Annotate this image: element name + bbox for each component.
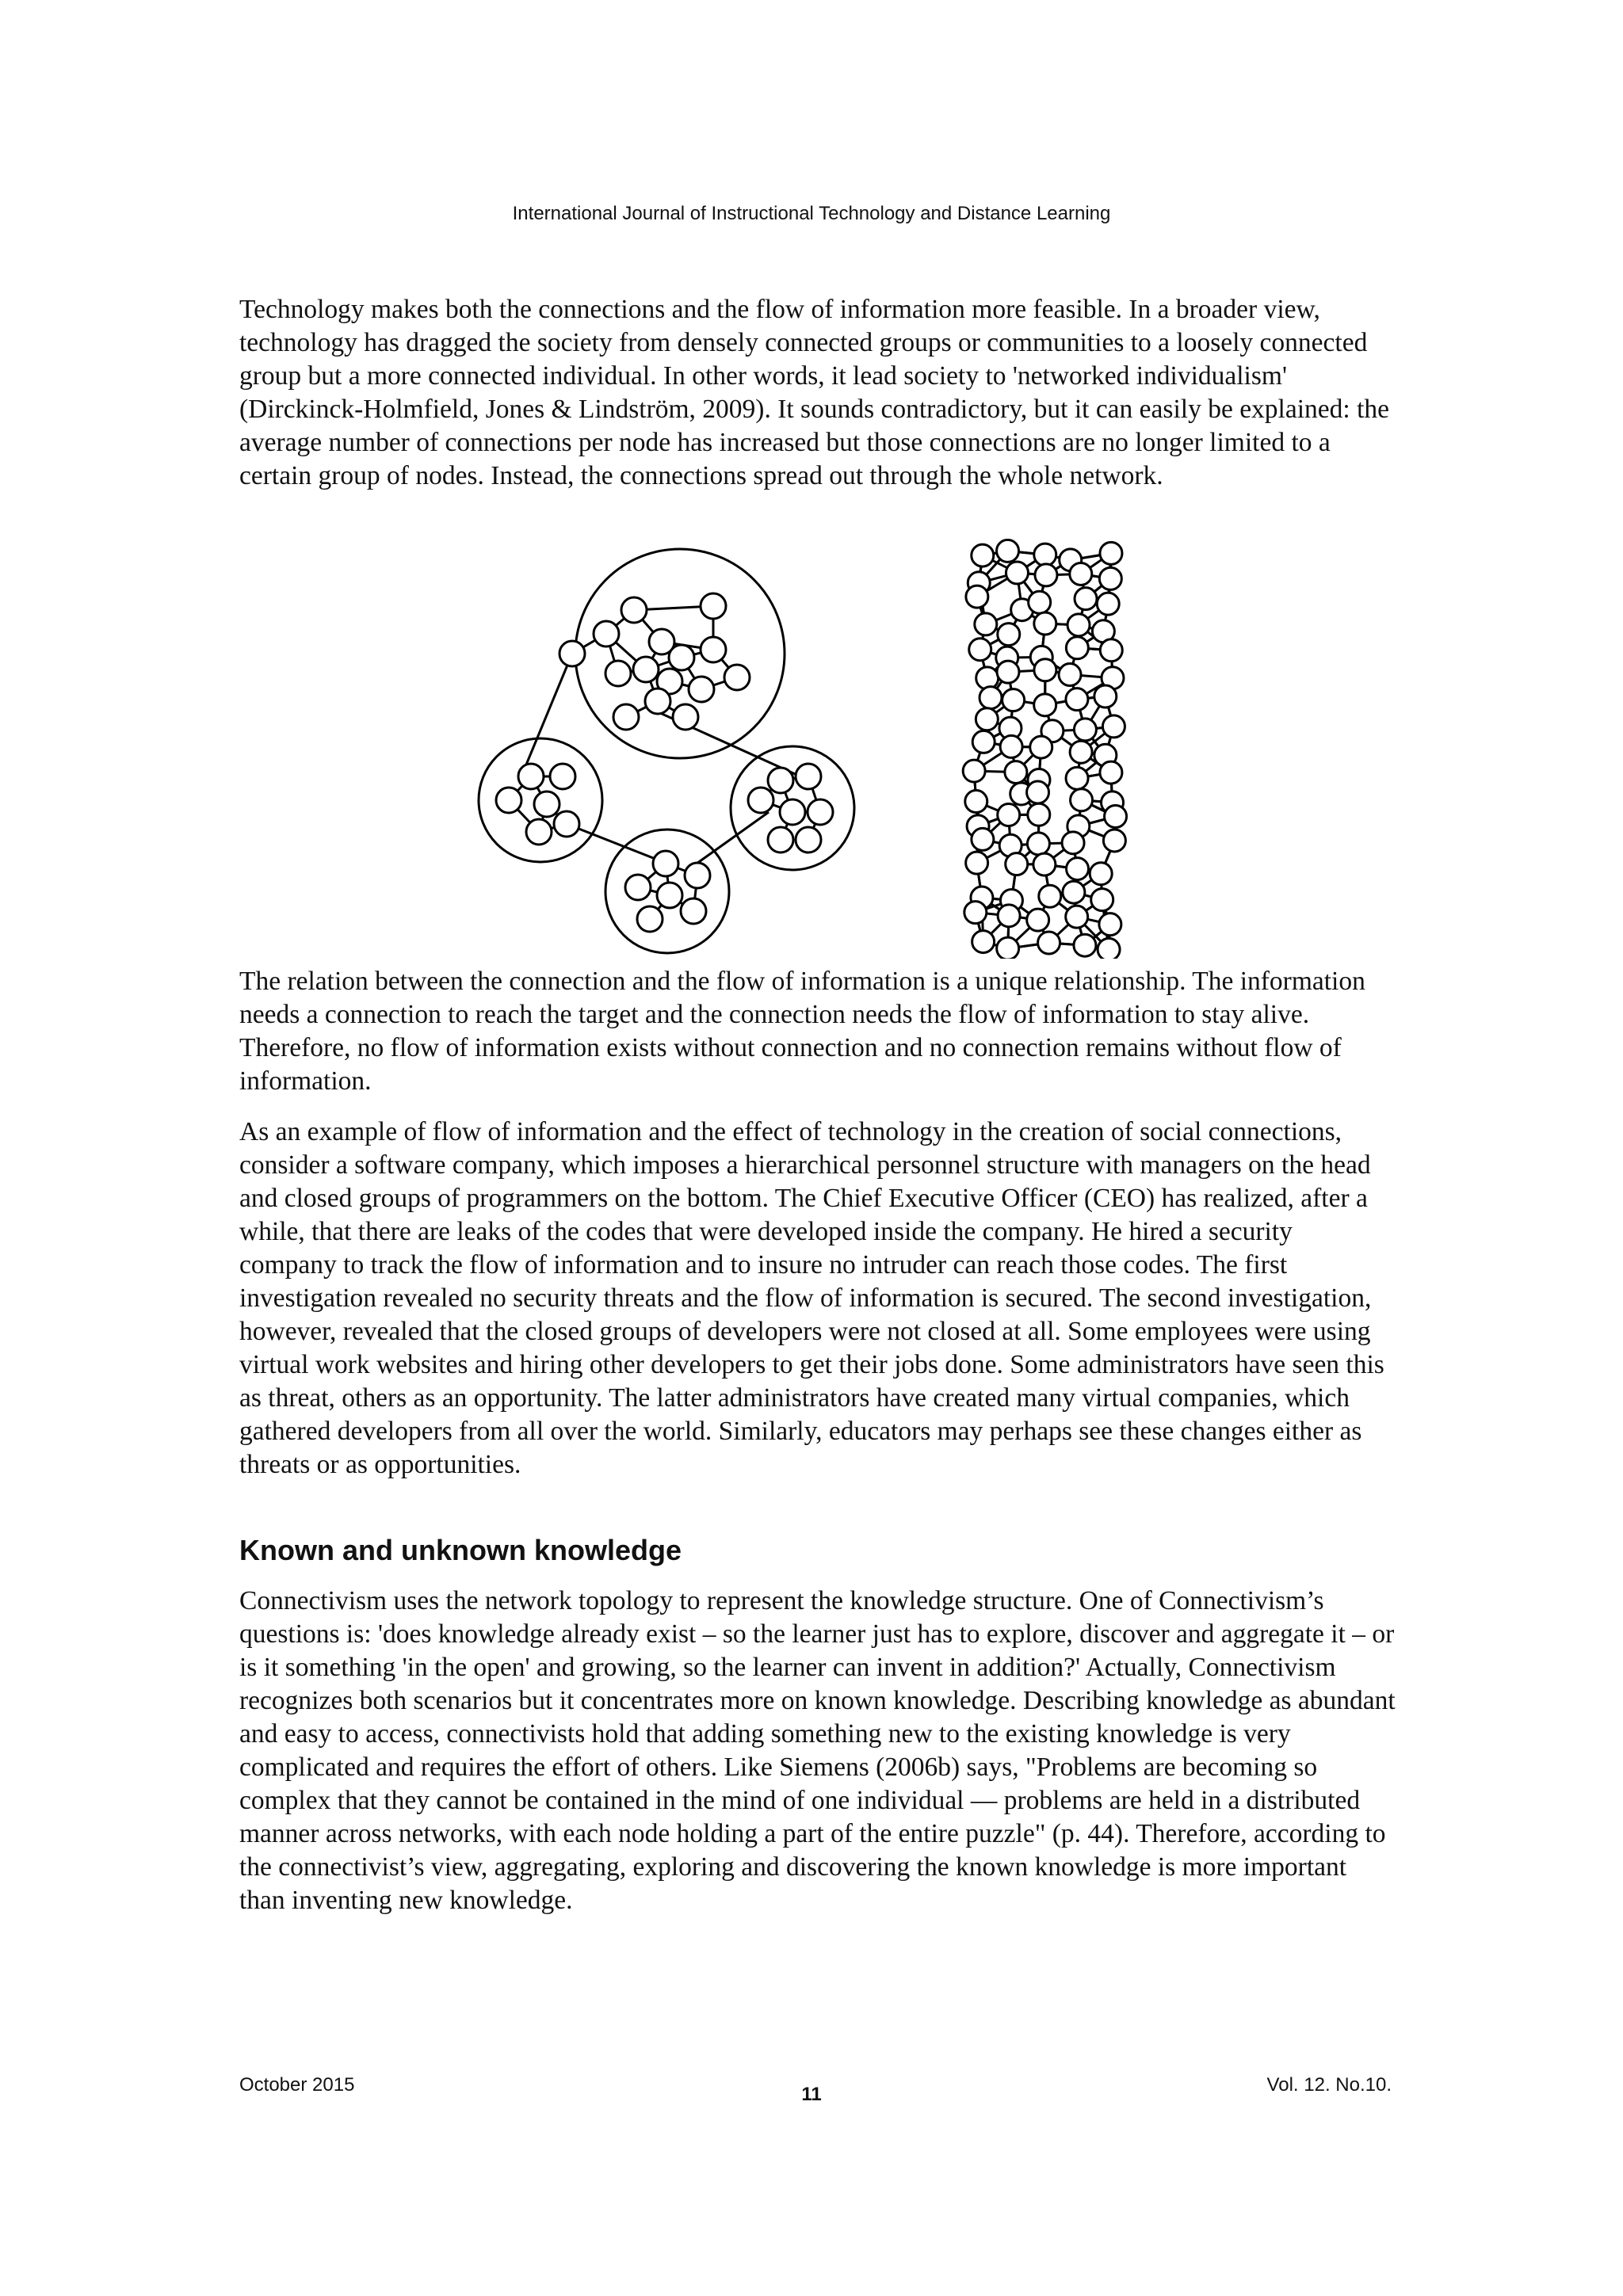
mesh-node	[1039, 885, 1061, 907]
mesh-node	[975, 613, 997, 635]
mesh-node	[1102, 715, 1125, 738]
mesh-node	[972, 828, 994, 850]
mesh-node	[976, 667, 999, 689]
mesh-node	[1066, 906, 1088, 928]
mesh-node	[1094, 685, 1117, 707]
running-header: International Journal of Instructional Technology and Distance Learning	[512, 203, 1111, 224]
mesh-node	[964, 902, 987, 924]
mesh-node	[1098, 938, 1120, 959]
mesh-node	[1035, 564, 1057, 586]
mesh-node	[1103, 830, 1125, 852]
mesh-node	[1034, 543, 1056, 566]
paragraph-known-knowledge: Connectivism uses the network topology to represent the knowledge structure. One of Connectivism’s questions is: 'does knowledge already exist – so the learner just has to explore, discover and aggregate it – or is it something 'in the open' and growing, so the learner can invent in addition?' Actually, Connectivism recognizes both scenarios but it concentrates more on known knowledge. Describing knowledge as abundant and easy to access, connectivists hold that adding something new to the existing knowledge is very complicated and requires the effort of others. Like Siemens (2006b) says, "Problems are becoming so complex that they cannot be contained in the mind of one individual — problems are held in a distributed manner across networks, with each node holding a part of the entire puzzle" (p. 44). Therefore, according to the connectivist’s view, aggregating, exploring and discovering the known knowledge is more important than inventing new knowledge.	[239, 1586, 1396, 1915]
mesh-node	[969, 639, 991, 661]
footer-date: October 2015	[239, 2074, 355, 2096]
distributed-mesh	[963, 540, 1126, 959]
mesh-node	[1066, 637, 1088, 659]
footer-volume: Vol. 12. No.10.	[1266, 2074, 1392, 2096]
mesh-node	[963, 760, 985, 782]
network-diagram	[468, 539, 1181, 959]
mesh-node	[1074, 934, 1096, 956]
mesh-node	[1030, 736, 1052, 758]
mesh-node	[1006, 853, 1028, 875]
mesh-node	[1034, 694, 1056, 716]
section-heading: Known and unknown knowledge	[239, 1534, 682, 1566]
mesh-node	[1027, 909, 1049, 931]
mesh-node	[980, 687, 1002, 709]
mesh-node	[1028, 803, 1050, 826]
mesh-node	[972, 931, 995, 953]
mesh-node	[972, 730, 995, 753]
page-number: 11	[801, 2084, 822, 2105]
mesh-node	[1062, 832, 1084, 854]
mesh-node	[1071, 789, 1093, 811]
mesh-node	[1006, 562, 1028, 584]
mesh-node	[1038, 932, 1060, 954]
mesh-node	[966, 585, 988, 608]
mesh-node	[998, 905, 1020, 927]
mesh-node	[1002, 689, 1025, 711]
mesh-node	[1091, 889, 1113, 911]
mesh-node	[1066, 688, 1088, 711]
mesh-node	[1027, 833, 1049, 855]
mesh-node	[972, 544, 994, 566]
mesh-node	[1070, 741, 1092, 763]
mesh-node	[1100, 542, 1122, 564]
paragraph-connection-flow: The relation between the connection and the flow of information is a unique relationship. The information needs a connection to reach the target and the connection needs the flow of information to stay alive. Therefore, no flow of information exists without connection and no connection remains without flow of information.	[239, 967, 1365, 1096]
mesh-node	[1000, 735, 1022, 757]
mesh-node	[1033, 853, 1056, 875]
mesh-node	[966, 852, 988, 874]
community-nodes	[496, 593, 833, 932]
mesh-node	[1100, 761, 1122, 784]
paragraph-networked-individualism: Technology makes both the connections and the flow of information more feasible. In a broader view, technology has dragged the society from densely connected groups or communities to a loosely connected group but a more connected individual. In other words, it lead society to 'networked individualism' (Dirckinck-Holmfield, Jones & Lindström, 2009). It sounds contradictory, but it can easily be explained: the average number of connections per node has increased but those connections are no longer limited to a certain group of nodes. Instead, the connections spread out through the whole network.	[239, 295, 1390, 490]
mesh-node	[1099, 567, 1121, 589]
mesh-node	[998, 804, 1020, 826]
mesh-node	[1029, 591, 1051, 613]
mesh-node	[1027, 781, 1049, 803]
mesh-node	[1074, 719, 1096, 741]
mesh-node	[1005, 761, 1027, 784]
mesh-node	[1034, 659, 1056, 681]
mesh-node	[997, 661, 1019, 683]
mesh-node	[965, 791, 987, 813]
mesh-node	[1059, 664, 1081, 686]
mesh-node	[1067, 858, 1089, 880]
mesh-node	[1075, 588, 1097, 610]
mesh-node	[1063, 881, 1085, 903]
mesh-node	[998, 624, 1020, 646]
mesh-node	[1070, 563, 1092, 585]
mesh-node	[1034, 612, 1056, 635]
mesh-node	[1090, 863, 1112, 885]
paragraph-software-company-example: As an example of flow of information and the effect of technology in the creation of social connections, consider a software company, which imposes a hierarchical personnel structure with managers on the head and closed groups of programmers on the bottom. The Chief Executive Officer (CEO) has realized, after a while, that there are leaks of the codes that were developed inside the company. He hired a security company to track the flow of information and to insure no intruder can reach those codes. The first investigation revealed no security threats and the flow of information is secured. The second investigation, however, revealed that the closed groups of developers were not closed at all. Some employees were using virtual work websites and hiring other developers to get their jobs done. Some administrators have seen this as threat, others as an opportunity. The latter administrators have created many virtual companies, which gathered developers from all over the world. Similarly, educators may perhaps see these changes either as threats or as opportunities.	[239, 1117, 1384, 1479]
network-topology-figure	[468, 539, 1181, 959]
mesh-node	[1097, 593, 1119, 615]
mesh-node	[1099, 913, 1121, 936]
mesh-node	[976, 708, 998, 730]
mesh-node	[1067, 614, 1090, 636]
mesh-node	[997, 540, 1019, 562]
mesh-node	[997, 937, 1019, 959]
mesh-node	[1066, 767, 1088, 789]
mesh-node	[1100, 639, 1122, 662]
mesh-node	[1105, 805, 1127, 827]
